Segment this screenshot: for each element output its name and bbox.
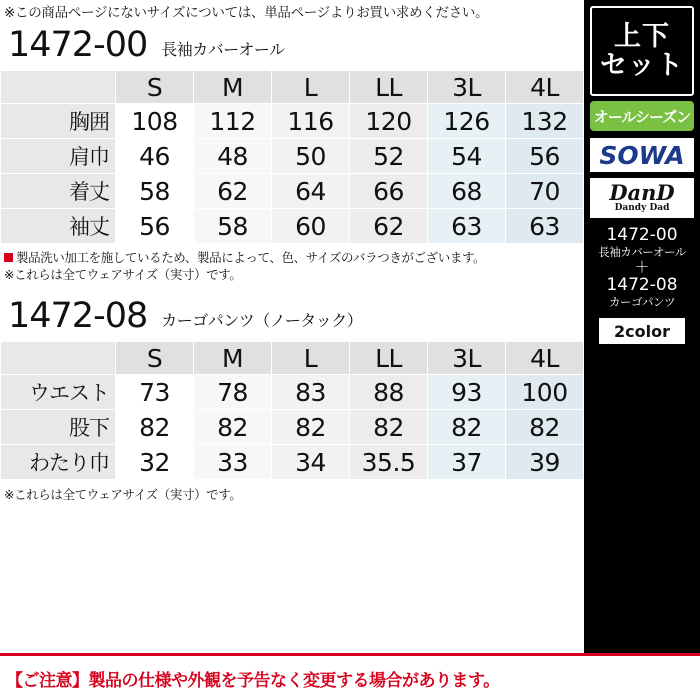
cell: 82 (350, 410, 428, 445)
cell: 82 (506, 410, 584, 445)
cell: 82 (116, 410, 194, 445)
cell: 32 (116, 445, 194, 480)
brand-dand-tagline: Dandy Dad (614, 203, 670, 213)
caution-text: 【ご注意】製品の仕様や外観を予告なく変更する場合があります。 (6, 670, 500, 691)
table-row (1, 410, 584, 445)
cell: 33 (194, 445, 272, 480)
table-corner (1, 71, 116, 104)
col-header-3l: 3L (428, 342, 506, 375)
panel-item1-no: 1472-00 (606, 225, 678, 245)
cell: 112 (194, 104, 272, 139)
product1-model-no: 1472-00 (8, 25, 148, 65)
col-header-4l: 4L (506, 71, 584, 104)
product1-title (0, 26, 584, 64)
product2-title (0, 297, 584, 335)
set-badge-line2: セット (600, 50, 684, 81)
col-header-3l: 3L (428, 71, 506, 104)
cell: 82 (194, 410, 272, 445)
product2-note-small: ※これらは全てウェアサイズ（実寸）です。 (4, 487, 242, 502)
panel-item2-name: カーゴパンツ (609, 295, 675, 309)
cell: 83 (272, 375, 350, 410)
cell: 50 (272, 139, 350, 174)
size-table-1472-00 (0, 70, 584, 244)
col-header-m: M (194, 71, 272, 104)
row-header-inseam: 股下 (1, 410, 116, 445)
square-bullet-icon (4, 253, 13, 262)
product1-note-red (0, 249, 584, 266)
cell: 78 (194, 375, 272, 410)
row-header-thigh: わたり巾 (1, 445, 116, 480)
panel-plus-sign: ＋ (634, 258, 650, 276)
product2-model-no: 1472-08 (8, 296, 148, 336)
cell: 64 (272, 174, 350, 209)
cell: 60 (272, 209, 350, 244)
cell: 126 (428, 104, 506, 139)
product1-note-red-text: 製品洗い加工を施しているため、製品によって、色、サイズのバラつきがございます。 (16, 250, 486, 265)
col-header-s: S (116, 71, 194, 104)
col-header-m: M (194, 342, 272, 375)
table-row (1, 445, 584, 480)
cell: 100 (506, 375, 584, 410)
cell: 88 (350, 375, 428, 410)
row-header-chest: 胸囲 (1, 104, 116, 139)
set-badge (590, 6, 694, 96)
cell: 82 (428, 410, 506, 445)
cell: 48 (194, 139, 272, 174)
table-row (1, 139, 584, 174)
row-header-shoulder: 肩巾 (1, 139, 116, 174)
right-info-panel (584, 0, 700, 653)
cell: 63 (428, 209, 506, 244)
table-row (1, 174, 584, 209)
table-row (1, 375, 584, 410)
cell: 56 (506, 139, 584, 174)
cell: 63 (506, 209, 584, 244)
cell: 52 (350, 139, 428, 174)
cell: 116 (272, 104, 350, 139)
row-header-sleeve: 袖丈 (1, 209, 116, 244)
col-header-ll: LL (350, 71, 428, 104)
set-badge-line1: 上下 (614, 21, 670, 52)
table-corner (1, 342, 116, 375)
cell: 70 (506, 174, 584, 209)
panel-item1-name: 長袖カバーオール (598, 245, 686, 259)
cell: 62 (350, 209, 428, 244)
cell: 62 (194, 174, 272, 209)
season-badge: オールシーズン (590, 101, 694, 131)
col-header-4l: 4L (506, 342, 584, 375)
cell: 54 (428, 139, 506, 174)
cell: 56 (116, 209, 194, 244)
col-header-l: L (272, 342, 350, 375)
top-note: ※この商品ページにないサイズについては、単品ページよりお買い求めください。 (4, 5, 489, 21)
col-header-s: S (116, 342, 194, 375)
row-header-length: 着丈 (1, 174, 116, 209)
table-header-row (1, 71, 584, 104)
caution-bar (0, 653, 700, 700)
panel-item2-no: 1472-08 (606, 275, 678, 295)
brand-logo-sowa: SOWA (590, 138, 694, 172)
product2-model-name: カーゴパンツ（ノータック） (161, 311, 363, 330)
cell: 37 (428, 445, 506, 480)
cell: 68 (428, 174, 506, 209)
cell: 120 (350, 104, 428, 139)
table-header-row (1, 342, 584, 375)
cell: 58 (194, 209, 272, 244)
cell: 35.5 (350, 445, 428, 480)
cell: 66 (350, 174, 428, 209)
col-header-ll: LL (350, 342, 428, 375)
row-header-waist: ウエスト (1, 375, 116, 410)
cell: 132 (506, 104, 584, 139)
cell: 39 (506, 445, 584, 480)
cell: 82 (272, 410, 350, 445)
brand-logo-dand (590, 178, 694, 218)
col-header-l: L (272, 71, 350, 104)
cell: 108 (116, 104, 194, 139)
color-count-badge: 2color (599, 318, 685, 344)
table-row (1, 104, 584, 139)
section-gap (0, 283, 584, 297)
product1-note-small: ※これらは全てウェアサイズ（実寸）です。 (4, 267, 242, 282)
brand-dand-name: DanD (609, 180, 675, 205)
cell: 34 (272, 445, 350, 480)
product1-model-name: 長袖カバーオール (161, 40, 285, 59)
cell: 93 (428, 375, 506, 410)
left-column (0, 26, 584, 503)
cell: 58 (116, 174, 194, 209)
cell: 73 (116, 375, 194, 410)
size-table-1472-08 (0, 341, 584, 480)
table-row (1, 209, 584, 244)
cell: 46 (116, 139, 194, 174)
